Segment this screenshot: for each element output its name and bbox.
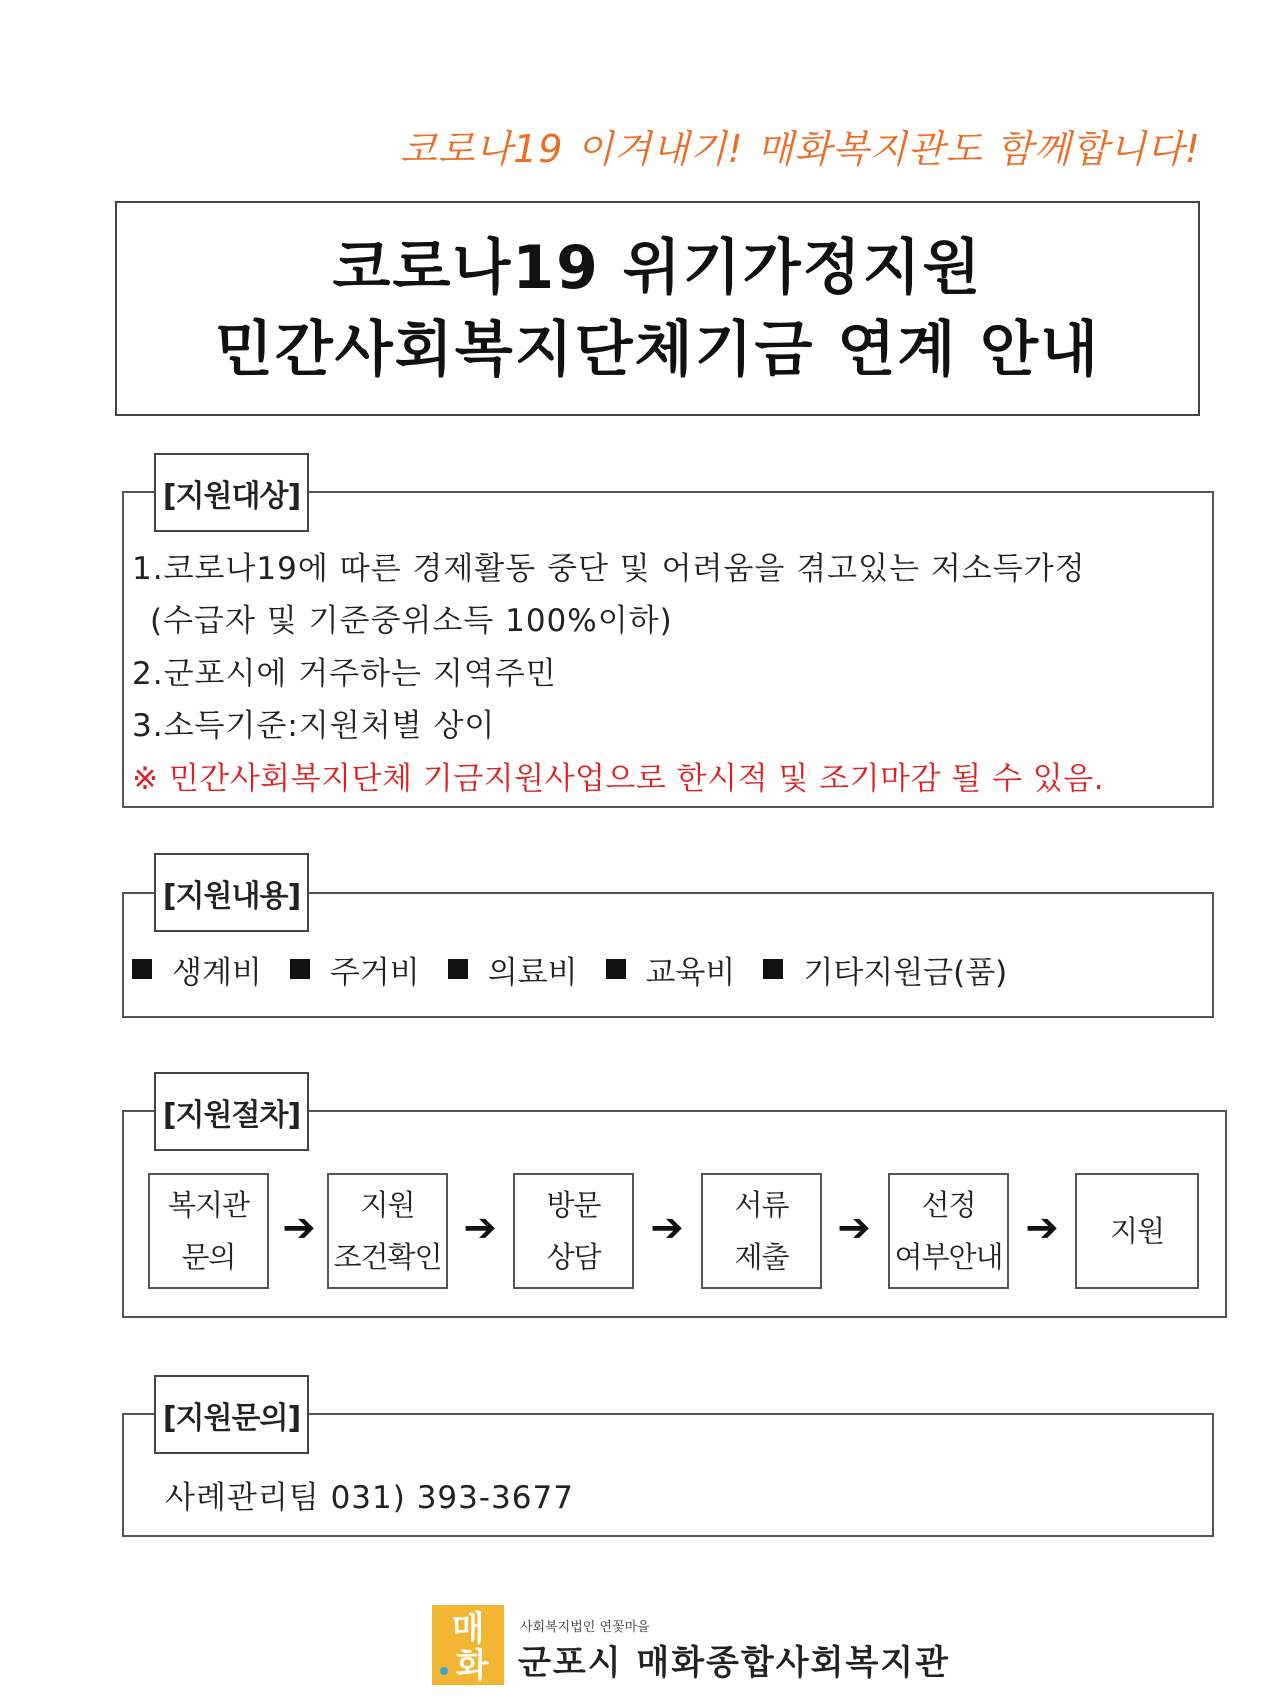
- step-line-1: 선정: [921, 1188, 976, 1222]
- content-items: [132, 947, 1202, 991]
- arrow-right-icon: ➔: [1025, 1205, 1059, 1251]
- step-line-1: 방문: [546, 1188, 601, 1222]
- target-section-label: [지원대상]: [154, 453, 309, 532]
- logo-icon: [432, 1605, 504, 1685]
- slogan: 코로나19 이겨내기! 매화복지관도 함께합니다!: [400, 127, 1201, 171]
- procedure-step-4: [701, 1173, 822, 1289]
- procedure-step-2: [327, 1173, 448, 1289]
- step-line-1: 지원: [1109, 1214, 1165, 1248]
- step-line-1: 복지관: [167, 1188, 250, 1222]
- content-item-label: 기타지원금(품): [803, 954, 1008, 991]
- target-notice: ※ 민간사회복지단체 기금지원사업으로 한시적 및 조기마감 될 수 있음.: [132, 761, 1105, 797]
- content-item: [290, 947, 420, 992]
- step-line-2: 상담: [546, 1240, 601, 1274]
- procedure-step-3: [513, 1173, 634, 1289]
- content-item-label: 교육비: [645, 954, 736, 991]
- org-name: 군포시 매화종합사회복지관: [518, 1643, 950, 1683]
- content-item: [606, 947, 736, 992]
- procedure-step-1: [148, 1173, 269, 1289]
- target-line-1: 1.코로나19에 따른 경제활동 중단 및 어려움을 겪고있는 저소득가정: [132, 551, 1086, 587]
- title-box: [115, 201, 1200, 416]
- step-line-2: 문의: [181, 1240, 236, 1274]
- content-item-label: 생계비: [172, 954, 262, 991]
- square-bullet-icon: [290, 959, 310, 979]
- arrow-right-icon: ➔: [650, 1205, 684, 1251]
- contact-text: 사례관리팀 031) 393-3677: [165, 1480, 574, 1516]
- target-line-3: 2.군포시에 거주하는 지역주민: [132, 656, 557, 692]
- inquiry-section-label: [지원문의]: [154, 1375, 309, 1454]
- content-item: [763, 947, 1007, 992]
- target-line-2: (수급자 및 기준중위소득 100%이하): [150, 603, 673, 639]
- square-bullet-icon: [132, 959, 152, 979]
- content-item-label: 주거비: [329, 954, 420, 991]
- title-line-2: 민간사회복지단체기금 연계 안내: [214, 314, 1101, 385]
- step-line-2: 여부안내: [894, 1240, 1003, 1274]
- title-line-1: 코로나19 위기가정지원: [332, 232, 983, 303]
- step-line-2: 제출: [734, 1240, 789, 1274]
- procedure-step-6: [1075, 1173, 1199, 1289]
- content-item-label: 의료비: [487, 954, 578, 991]
- step-line-1: 지원: [360, 1188, 415, 1222]
- content-item: [448, 947, 578, 992]
- arrow-right-icon: ➔: [463, 1205, 497, 1251]
- content-item: [132, 947, 262, 992]
- logo-glyph-top: 매: [451, 1609, 485, 1649]
- logo-glyph-bottom: 화: [455, 1646, 489, 1685]
- arrow-right-icon: ➔: [282, 1205, 316, 1251]
- arrow-right-icon: ➔: [837, 1205, 871, 1251]
- org-parent-name: 사회복지법인 연꽃마을: [520, 1620, 650, 1635]
- step-line-1: 서류: [734, 1188, 789, 1222]
- procedure-step-5: [888, 1173, 1009, 1289]
- target-line-4: 3.소득기준:지원처별 상이: [132, 708, 496, 744]
- logo-dot-icon: [440, 1667, 448, 1675]
- step-line-2: 조건확인: [333, 1240, 442, 1274]
- procedure-section-label: [지원절차]: [154, 1072, 309, 1151]
- square-bullet-icon: [448, 959, 468, 979]
- content-section-label: [지원내용]: [154, 853, 309, 932]
- square-bullet-icon: [606, 959, 626, 979]
- square-bullet-icon: [763, 959, 783, 979]
